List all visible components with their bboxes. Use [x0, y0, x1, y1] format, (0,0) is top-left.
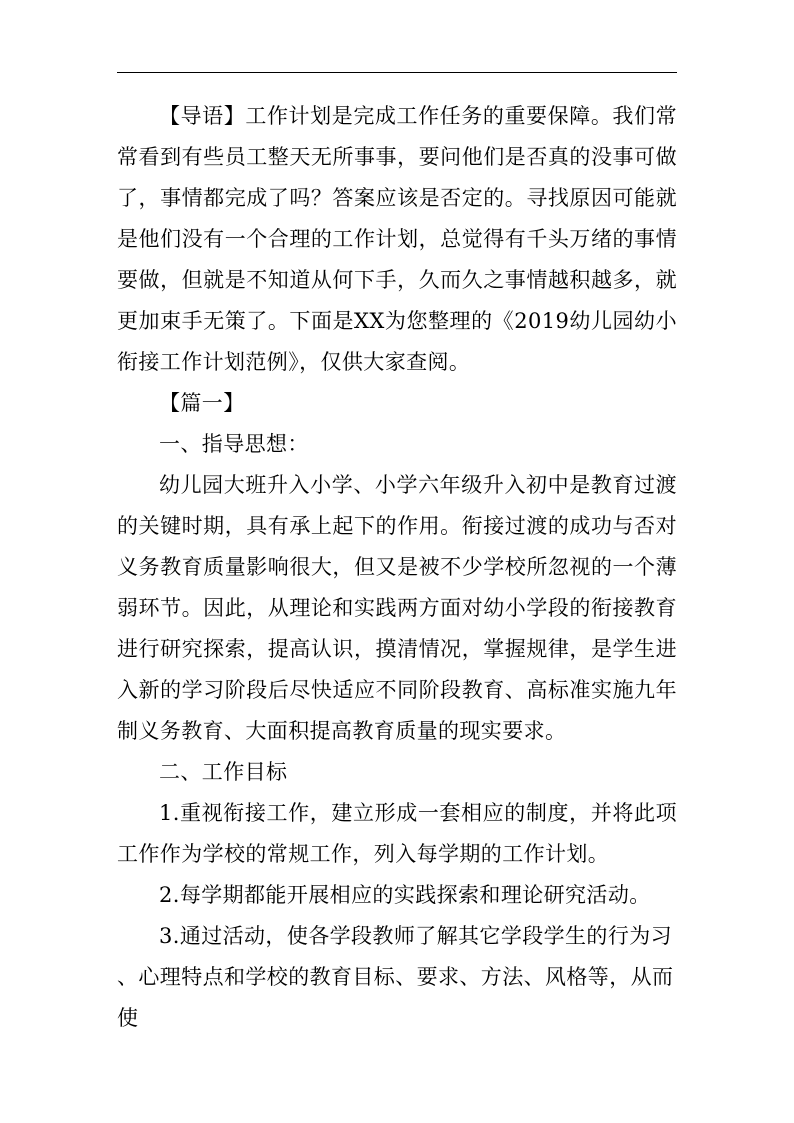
intro-paragraph: 【导语】工作计划是完成工作任务的重要保障。我们常常看到有些员工整天无所事事，要问他们是否真的没事可做了，事情都完成了吗？答案应该是否定的。寻找原因可能就是他们没有一个合理的工作计划，总觉得有千头万绪的事情要做，但就是不知道从何下手，久而久之事情越积越多，就更加束手无策了。下面是XX为您整理的《2019幼儿园幼小衔接工作计划范例》，仅供大家查阅。 — [117, 104, 677, 374]
goal-item-1: 1.重视衔接工作，建立形成一套相应的制度，并将此项工作作为学校的常规工作，列入每学期的工作计划。 — [117, 801, 677, 866]
section-heading-part-one: 【篇一】 — [159, 391, 245, 415]
document-body — [117, 96, 677, 1039]
heading-guiding-ideology: 一、指导思想： — [159, 432, 309, 456]
heading-work-goals: 二、工作目标 — [159, 760, 288, 784]
guiding-ideology-paragraph: 幼儿园大班升入小学、小学六年级升入初中是教育过渡的关键时期，具有承上起下的作用。衔接过渡的成功与否对义务教育质量影响很大，但又是被不少学校所忽视的一个薄弱环节。因此，从理论和实践两方面对幼小学段的衔接教育进行研究探索，提高认识，摸清情况，掌握规律，是学生进入新的学习阶段后尽快适应不同阶段教育、高标准实施九年制义务教育、大面积提高教育质量的现实要求。 — [117, 473, 677, 743]
goal-item-2: 2.每学期都能开展相应的实践探索和理论研究活动。 — [159, 883, 651, 907]
goal-item-3: 3.通过活动，使各学段教师了解其它学段学生的行为习 、心理特点和学校的教育目标、要求、方法、风格等，从而使 — [117, 924, 674, 1030]
header-rule — [117, 72, 677, 73]
